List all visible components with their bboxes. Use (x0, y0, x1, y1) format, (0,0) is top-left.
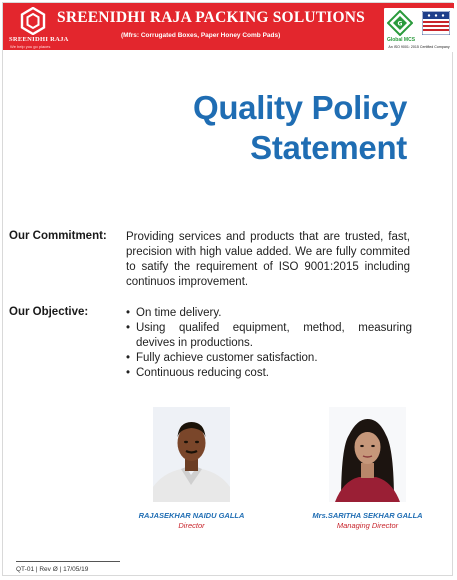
certification-mark-label: Global MCS (386, 37, 416, 43)
document-reference: QT-01 | Rev Ø | 17/05/19 (16, 566, 89, 573)
male-portrait-photo-icon (153, 407, 230, 502)
manufacturer-line: (Mfrs: Corrugated Boxes, Paper Honey Comb Pads) (121, 32, 281, 39)
managing-director-photo (329, 407, 406, 502)
page-title (193, 88, 407, 168)
commitment-text: Providing services and products that are trusted, fast, precision with high value added. We are fully commited to satify the requirement of ISO 9001:2015 including continuos improvement. (126, 231, 410, 288)
managing-director-role: Managing Director (336, 521, 399, 530)
certification-note: An ISO 9001: 2015 Certified Company (388, 45, 450, 49)
accreditation-flag-icon (422, 11, 450, 35)
title-line-2: Statement (250, 129, 407, 166)
brand-short-name: SREENIDHI RAJA (9, 36, 69, 43)
objective-item: • Using qualifed equipment, method, measuring devives in productions. (126, 321, 412, 351)
director-name: RAJASEKHAR NAIDU GALLA (138, 511, 245, 520)
managing-director-name: Mrs.SARITHA SEKHAR GALLA (312, 511, 423, 520)
certification-badge (384, 8, 454, 52)
director-photo (153, 407, 230, 502)
footer-divider (16, 561, 120, 562)
brand-tagline: We help you go places (10, 44, 51, 49)
company-logo-icon (19, 7, 47, 35)
objective-list (126, 306, 412, 381)
commitment-label: Our Commitment: (9, 230, 107, 242)
svg-text:G: G (397, 20, 403, 28)
objective-item: • On time delivery. (126, 306, 412, 321)
objective-item: • Fully achieve customer satisfaction. (126, 351, 412, 366)
header-band (3, 3, 454, 50)
company-name: SREENIDHI RAJA PACKING SOLUTIONS (57, 9, 365, 26)
objective-label: Our Objective: (9, 306, 89, 318)
title-line-1: Quality Policy (192, 89, 407, 126)
female-portrait-photo-icon (329, 407, 406, 502)
objective-item: • Continuous reducing cost. (126, 366, 412, 381)
certification-mark-icon (387, 10, 413, 36)
director-role: Director (178, 521, 205, 530)
